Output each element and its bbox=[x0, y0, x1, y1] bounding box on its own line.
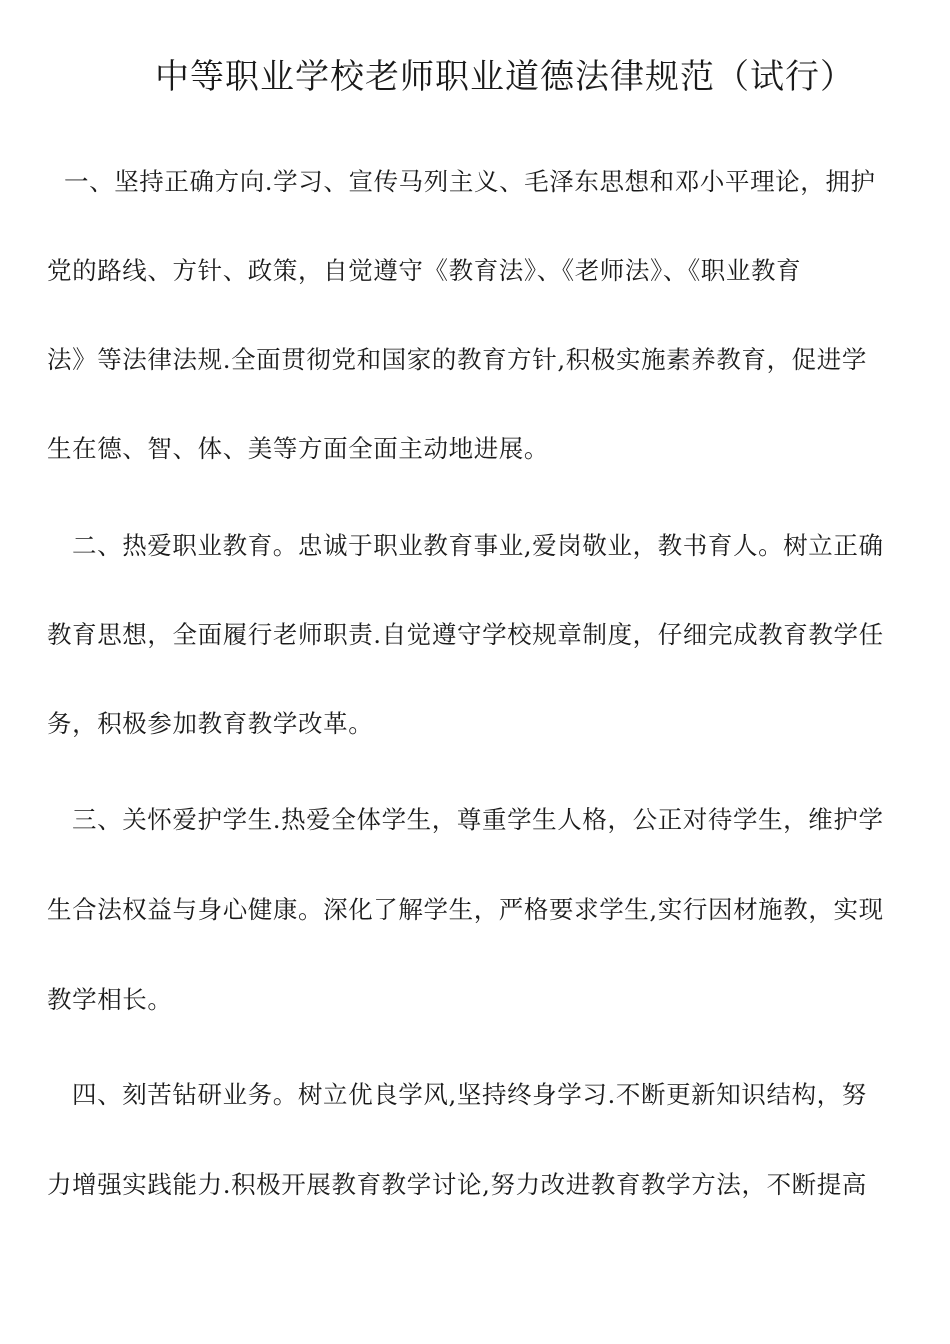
paragraph-2-line-2: 教育思想，全面履行老师职责.自觉遵守学校规章制度，仔细完成教育教学任 bbox=[47, 620, 884, 649]
paragraph-1-line-2: 党的路线、方针、政策，自觉遵守《教育法》、《老师法》、《职业教育 bbox=[47, 256, 802, 285]
document-title: 中等职业学校老师职业道德法律规范（试行） bbox=[155, 57, 855, 97]
paragraph-4-line-1: 四、刻苦钻研业务。树立优良学风,坚持终身学习.不断更新知识结构，努 bbox=[72, 1080, 867, 1109]
paragraph-3-line-1: 三、关怀爱护学生.热爱全体学生，尊重学生人格，公正对待学生，维护学 bbox=[72, 805, 884, 834]
paragraph-3-line-3: 教学相长。 bbox=[47, 985, 173, 1014]
paragraph-1-line-3: 法》等法律法规.全面贯彻党和国家的教育方针,积极实施素养教育，促进学 bbox=[47, 345, 867, 374]
paragraph-2-line-1: 二、热爱职业教育。忠诚于职业教育事业,爱岗敬业，教书育人。树立正确 bbox=[72, 531, 884, 560]
paragraph-1-line-4: 生在德、智、体、美等方面全面主动地进展。 bbox=[47, 434, 549, 463]
paragraph-4-line-2: 力增强实践能力.积极开展教育教学讨论,努力改进教育教学方法，不断提高 bbox=[47, 1170, 867, 1199]
paragraph-1-line-1: 一、坚持正确方向.学习、宣传马列主义、毛泽东思想和邓小平理论，拥护 bbox=[64, 167, 876, 196]
paragraph-2-line-3: 务，积极参加教育教学改革。 bbox=[47, 709, 374, 738]
paragraph-3-line-2: 生合法权益与身心健康。深化了解学生，严格要求学生,实行因材施教，实现 bbox=[47, 895, 884, 924]
